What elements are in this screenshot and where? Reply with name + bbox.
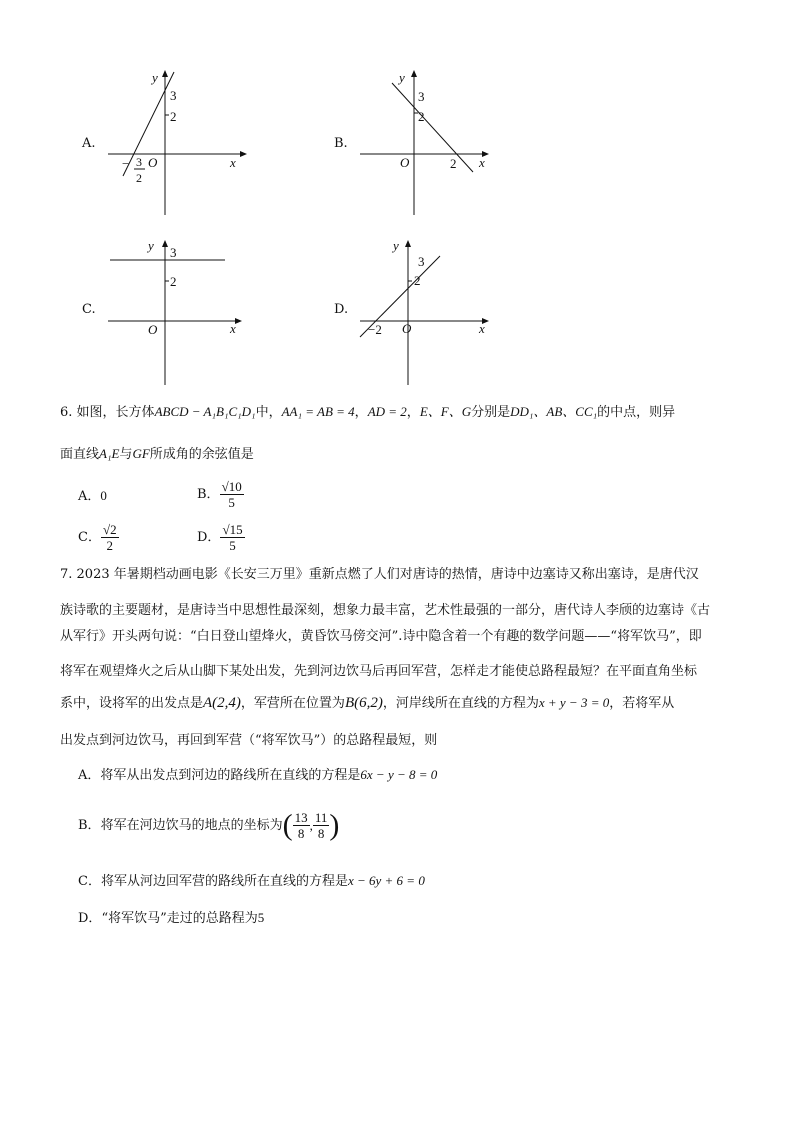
y-tick-2: 2 bbox=[418, 109, 425, 124]
text: 面直线 bbox=[60, 447, 100, 462]
q7-line-1: 7. 2023 年暑期档动画电影《长安三万里》重新点燃了人们对唐诗的热情，唐诗中边塞诗又称出塞诗，是唐代汉 bbox=[60, 567, 699, 582]
y-tick-3: 3 bbox=[418, 254, 425, 269]
origin-label: O bbox=[148, 155, 158, 170]
y-axis-arrow bbox=[411, 70, 417, 77]
text: ，河岸线所在直线的方程为 bbox=[382, 696, 539, 711]
x-axis-arrow bbox=[235, 318, 242, 324]
text: 如图，长方体 bbox=[76, 405, 155, 420]
option-text: 将军从河边回军营的路线所在直线的方程是 bbox=[100, 874, 348, 889]
y-axis-label: y bbox=[393, 238, 399, 253]
denominator: 8 bbox=[297, 826, 305, 841]
text: ，若将军从 bbox=[609, 696, 675, 711]
math-point-b: B(6,2) bbox=[344, 695, 383, 711]
q7-option-b bbox=[78, 810, 339, 841]
y-tick-3: 3 bbox=[170, 88, 177, 103]
graph-c bbox=[100, 235, 250, 387]
y-tick-2: 2 bbox=[170, 274, 177, 289]
y-tick-3: 3 bbox=[418, 89, 425, 104]
fraction bbox=[220, 522, 244, 553]
math-eq: AA₁ = AB = 4 bbox=[281, 404, 355, 419]
option-label: C. bbox=[82, 302, 96, 317]
q7-line-2: 族诗歌的主要题材，是唐诗当中思想性最深刻，想象力最丰富，艺术性最强的一部分，唐代诗人李颀的边塞诗《古 bbox=[60, 603, 711, 618]
q6-option-d bbox=[197, 522, 245, 553]
option-label: D． bbox=[78, 911, 102, 926]
graph-b bbox=[352, 65, 502, 217]
option-label: C． bbox=[78, 530, 101, 545]
numerator: √2 bbox=[102, 522, 117, 537]
q6-line-1 bbox=[60, 405, 675, 419]
numerator: 11 bbox=[314, 810, 328, 825]
text: 的中点，则异 bbox=[597, 405, 676, 420]
text: ， bbox=[354, 405, 368, 420]
denominator: 2 bbox=[106, 538, 114, 553]
text: ， bbox=[406, 405, 420, 420]
math-point-a: A(2,4) bbox=[203, 695, 241, 711]
y-tick-2: 2 bbox=[414, 273, 421, 288]
q7-option-d bbox=[78, 911, 264, 925]
x-axis-label: x bbox=[479, 321, 485, 336]
x-axis-arrow bbox=[240, 151, 247, 157]
q6-option-a bbox=[78, 489, 107, 503]
text: 系中，设将军的出发点是 bbox=[60, 696, 204, 711]
numerator: √15 bbox=[222, 522, 243, 537]
option-label: A. bbox=[82, 136, 96, 151]
q6-option-c bbox=[78, 522, 119, 553]
q7-option-a bbox=[78, 768, 437, 782]
x-tick-denominator: 2 bbox=[136, 171, 142, 185]
option-text: 将军从出发点到河边的路线所在直线的方程是 bbox=[100, 768, 361, 783]
y-axis-arrow bbox=[162, 240, 168, 247]
y-axis-arrow bbox=[405, 240, 411, 247]
x-axis-label: x bbox=[230, 155, 236, 170]
numerator: 13 bbox=[294, 810, 308, 825]
option-value: 0 bbox=[100, 488, 107, 503]
text: ，军营所在位置为 bbox=[240, 696, 345, 711]
x-tick-minus-2: −2 bbox=[368, 322, 382, 337]
text: 与 bbox=[119, 447, 133, 462]
x-tick-2: 2 bbox=[450, 156, 457, 171]
math-points: E、F、G bbox=[419, 404, 472, 419]
text: 所成角的余弦值是 bbox=[149, 447, 254, 462]
fraction-y bbox=[313, 810, 330, 841]
y-axis-label: y bbox=[152, 70, 158, 85]
graph-a bbox=[100, 65, 250, 217]
text: 分别是 bbox=[471, 405, 511, 420]
denominator: 8 bbox=[317, 826, 325, 841]
math-midpoints: DD₁、AB、CC₁ bbox=[510, 404, 598, 419]
option-label: C． bbox=[78, 874, 101, 889]
graph-d bbox=[352, 235, 502, 387]
denominator: 5 bbox=[228, 495, 235, 510]
y-tick-2: 2 bbox=[170, 109, 177, 124]
text: 中， bbox=[255, 405, 282, 420]
fraction-x bbox=[293, 810, 310, 841]
option-label: A． bbox=[78, 489, 101, 504]
option-label: D. bbox=[334, 302, 349, 317]
math-eq: AD = 2 bbox=[367, 404, 407, 419]
origin-label: O bbox=[402, 321, 412, 336]
origin-label: O bbox=[400, 155, 410, 170]
option-label: B． bbox=[197, 487, 220, 502]
q6-line-2 bbox=[60, 447, 254, 461]
x-tick-numerator: 3 bbox=[136, 155, 142, 169]
q7-line-6: 出发点到河边饮马，再回到军营（“将军饮马”）的总路程最短，则 bbox=[60, 733, 438, 748]
y-axis-arrow bbox=[162, 70, 168, 77]
option-label: B. bbox=[334, 136, 348, 151]
paren-right: ) bbox=[329, 808, 340, 842]
q7-line-3: 从军行》开头两句说：“白日登山望烽火，黄昏饮马傍交河”.诗中隐含着一个有趣的数学问题——“将军饮马”，即 bbox=[60, 629, 702, 644]
option-text: “将军饮马”走过的总路程为 bbox=[101, 911, 258, 926]
y-axis-label: y bbox=[148, 238, 154, 253]
math-seg: A₁E bbox=[99, 446, 120, 461]
q7-line-4: 将军在观望烽火之后从山脚下某处出发，先到河边饮马后再回军营，怎样走才能使总路程最短？在平面直角坐标 bbox=[60, 664, 698, 679]
q7-option-c bbox=[78, 874, 425, 888]
option-label: D． bbox=[197, 530, 221, 545]
x-tick-minus: − bbox=[122, 156, 130, 171]
q7-line-5 bbox=[60, 696, 674, 711]
option-label: B． bbox=[78, 818, 101, 833]
question-number: 6. bbox=[60, 405, 73, 420]
option-math: x − 6y + 6 = 0 bbox=[347, 873, 425, 888]
paren-left: ( bbox=[282, 808, 293, 842]
y-axis-label: y bbox=[399, 70, 405, 85]
option-math: 6x − y − 8 = 0 bbox=[360, 767, 438, 782]
comma: , bbox=[309, 818, 313, 833]
math-river-eq: x + y − 3 = 0 bbox=[538, 695, 610, 710]
option-label: A． bbox=[78, 768, 101, 783]
q6-option-b bbox=[197, 479, 244, 510]
denominator: 5 bbox=[229, 538, 236, 553]
x-axis-label: x bbox=[479, 155, 485, 170]
x-axis-label: x bbox=[230, 321, 236, 336]
origin-label: O bbox=[148, 322, 158, 337]
fraction bbox=[101, 522, 119, 553]
math-solid: ABCD − A₁B₁C₁D₁ bbox=[154, 404, 256, 419]
y-tick-3: 3 bbox=[170, 245, 177, 260]
option-text: 将军在河边饮马的地点的坐标为 bbox=[100, 818, 283, 833]
math-seg: GF bbox=[132, 446, 150, 461]
option-math: 5 bbox=[257, 910, 265, 925]
fraction bbox=[220, 479, 244, 510]
numerator: √10 bbox=[221, 479, 242, 494]
